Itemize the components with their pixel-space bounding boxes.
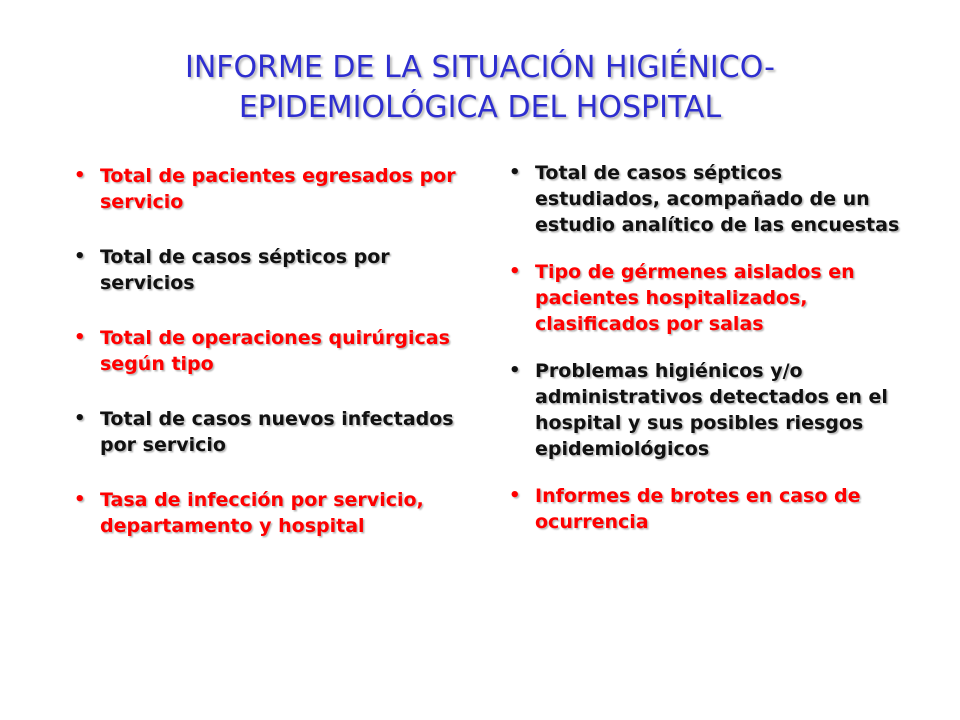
list-item xyxy=(70,244,460,296)
bullet-icon: • xyxy=(74,246,86,267)
list-item-text: Total de pacientes egresados por servicio xyxy=(100,165,456,213)
list-item-text: Total de casos sépticos estudiados, acompañado de un estudio analítico de las encuestas xyxy=(535,162,900,236)
bullet-icon: • xyxy=(74,408,86,429)
list-item-text: Tipo de gérmenes aislados en pacientes hospitalizados, clasificados por salas xyxy=(535,261,855,335)
right-bullet-list xyxy=(505,160,905,556)
title-line-1: INFORME DE LA SITUACIÓN HIGIÉNICO- xyxy=(185,50,775,86)
list-item xyxy=(70,163,460,215)
list-item-text: Total de casos nuevos infectados por servicio xyxy=(100,408,454,456)
list-item xyxy=(70,325,460,377)
bullet-icon: • xyxy=(509,162,521,183)
list-item xyxy=(505,259,905,337)
list-item xyxy=(70,406,460,458)
list-item-text: Total de casos sépticos por servicios xyxy=(100,246,390,294)
left-bullet-list xyxy=(70,163,460,568)
bullet-icon: • xyxy=(509,485,521,506)
list-item xyxy=(505,483,905,535)
bullet-icon: • xyxy=(509,360,521,381)
bullet-icon: • xyxy=(74,489,86,510)
title-line-2: EPIDEMIOLÓGICA DEL HOSPITAL xyxy=(238,90,722,126)
bullet-icon: • xyxy=(74,165,86,186)
list-item xyxy=(505,358,905,462)
list-item-text: Tasa de infección por servicio, departamento y hospital xyxy=(100,489,424,537)
slide-title xyxy=(60,48,900,128)
list-item xyxy=(505,160,905,238)
list-item-text: Informes de brotes en caso de ocurrencia xyxy=(535,485,861,533)
bullet-icon: • xyxy=(509,261,521,282)
bullet-icon: • xyxy=(74,327,86,348)
list-item-text: Total de operaciones quirúrgicas según tipo xyxy=(100,327,450,375)
list-item-text: Problemas higiénicos y/o administrativos detectados en el hospital y sus posibles riesgos epidemiológicos xyxy=(535,360,888,460)
list-item xyxy=(70,487,460,539)
